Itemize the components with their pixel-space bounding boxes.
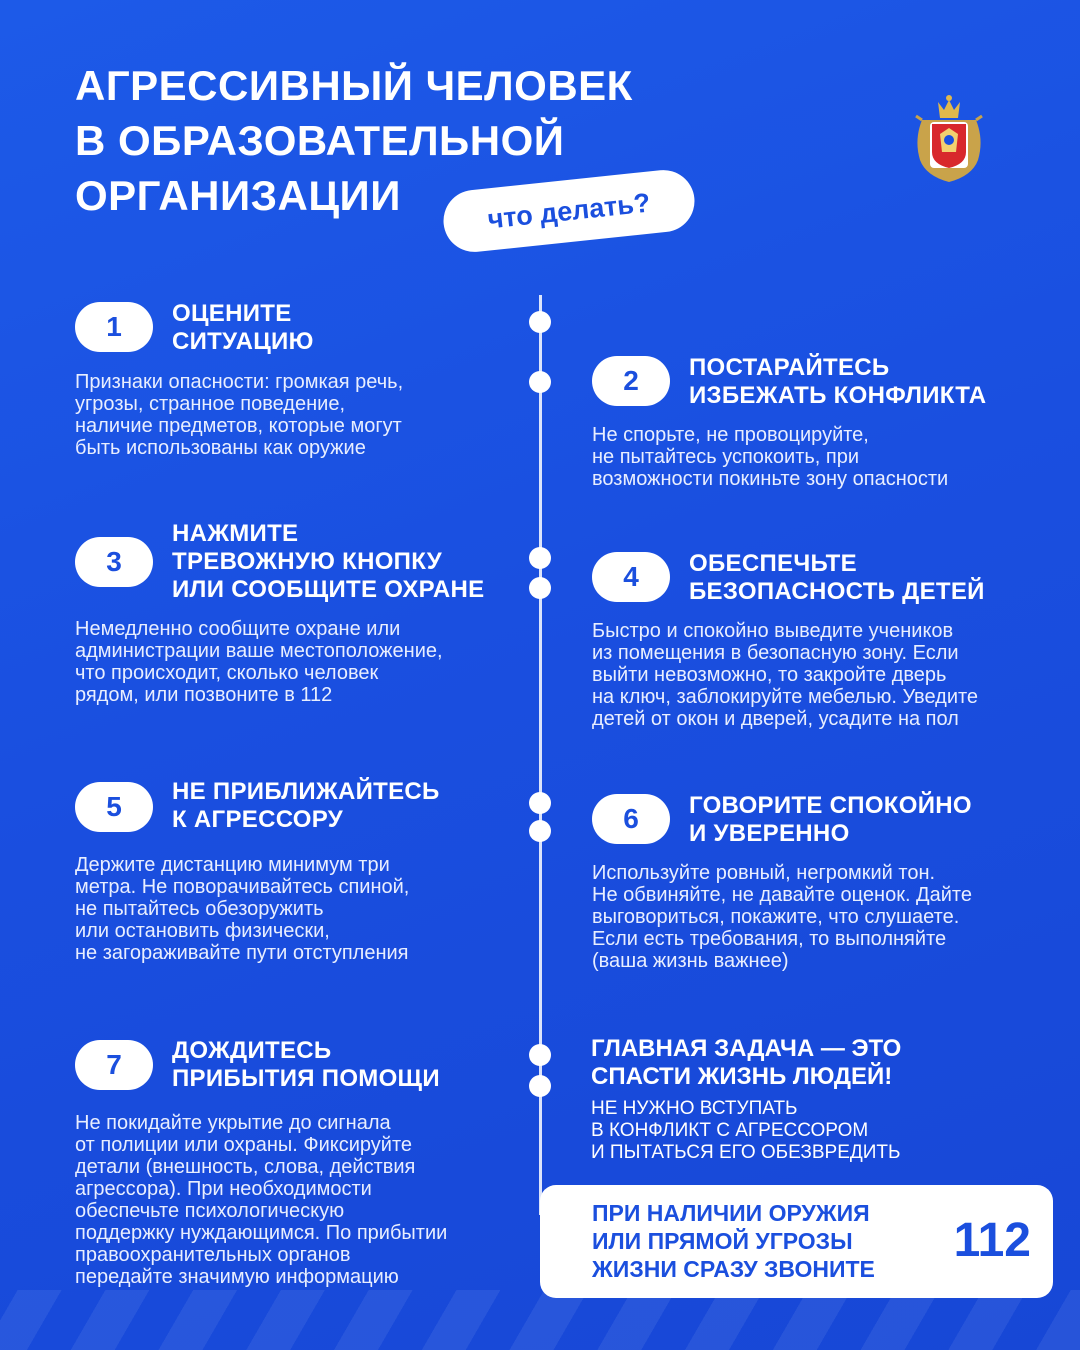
- step-title-line: ИЗБЕЖАТЬ КОНФЛИКТА: [689, 382, 987, 409]
- step-title-line: ОЦЕНИТЕ: [172, 300, 292, 327]
- main-task-text-line: В КОНФЛИКТ С АГРЕССОРОМ: [591, 1120, 869, 1141]
- emergency-number: 112: [953, 1214, 1031, 1267]
- step-title: [689, 792, 972, 848]
- main-task-title-line: ГЛАВНАЯ ЗАДАЧА — ЭТО: [591, 1035, 902, 1062]
- step-text-line: не пытайтесь обезоружить: [75, 898, 324, 920]
- step-title: [172, 1037, 440, 1093]
- title-line: ОРГАНИЗАЦИИ: [75, 172, 401, 219]
- step-text-line: Не спорьте, не провоцируйте,: [592, 424, 869, 446]
- step-text-line: возможности покиньте зону опасности: [592, 468, 949, 490]
- step-text-line: Не обвиняйте, не давайте оценок. Дайте: [592, 884, 972, 906]
- main-task-title-line: СПАСТИ ЖИЗНЬ ЛЮДЕЙ!: [591, 1063, 893, 1090]
- emergency-call-card: [540, 1185, 1053, 1298]
- step-text-line: или остановить физически,: [75, 920, 330, 942]
- step-title-line: НЕ ПРИБЛИЖАЙТЕСЬ: [172, 778, 440, 805]
- step-title: [172, 778, 440, 834]
- step-title-line: БЕЗОПАСНОСТЬ ДЕТЕЙ: [689, 578, 985, 605]
- step-number-badge: 5: [75, 782, 153, 832]
- step-text-line: быть использованы как оружие: [75, 437, 366, 459]
- step-title-line: ПОСТАРАЙТЕСЬ: [689, 354, 890, 381]
- step-text-line: Используйте ровный, негромкий тон.: [592, 862, 936, 884]
- step-text-line: наличие предметов, которые могут: [75, 415, 402, 437]
- step-text-line: что происходит, сколько человек: [75, 662, 379, 684]
- timeline-dot: [529, 371, 551, 393]
- step-text-line: (ваша жизнь важнее): [592, 950, 789, 972]
- coat-of-arms-icon: [912, 90, 986, 184]
- step-title-line: ТРЕВОЖНУЮ КНОПКУ: [172, 548, 443, 575]
- step-title: [689, 550, 985, 606]
- step-text-line: выговориться, покажите, что слушаете.: [592, 906, 960, 928]
- step-text-line: метра. Не поворачивайтесь спиной,: [75, 876, 410, 898]
- step-text: [592, 620, 1062, 730]
- main-task-text-line: НЕ НУЖНО ВСТУПАТЬ: [591, 1098, 798, 1119]
- subtitle-badge: что делать?: [440, 167, 697, 255]
- step-text-line: угрозы, странное поведение,: [75, 393, 345, 415]
- step-text-line: детали (внешность, слова, действия: [75, 1156, 416, 1178]
- timeline-dot: [529, 1075, 551, 1097]
- step-title-line: ИЛИ СООБЩИТЕ ОХРАНЕ: [172, 576, 485, 603]
- step-text-line: детей от окон и дверей, усадите на пол: [592, 708, 959, 730]
- step-title-line: ГОВОРИТЕ СПОКОЙНО: [689, 792, 972, 819]
- timeline-dot: [529, 547, 551, 569]
- step-text-line: Быстро и спокойно выведите учеников: [592, 620, 954, 642]
- step-title: [689, 354, 986, 410]
- step-text-line: от полиции или охраны. Фиксируйте: [75, 1134, 413, 1156]
- step-text: [75, 854, 525, 964]
- step-number-badge: 3: [75, 537, 153, 587]
- timeline-dot: [529, 820, 551, 842]
- step-text-line: Если есть требования, то выполняйте: [592, 928, 947, 950]
- step-text: [592, 424, 1042, 490]
- timeline-dot: [529, 311, 551, 333]
- step-text-line: правоохранительных органов: [75, 1244, 351, 1266]
- step-text: [75, 618, 525, 706]
- emergency-text-line: ИЛИ ПРЯМОЙ УГРОЗЫ: [592, 1228, 853, 1254]
- step-text-line: Признаки опасности: громкая речь,: [75, 371, 404, 393]
- step-text-line: обеспечьте психологическую: [75, 1200, 345, 1222]
- step-text-line: поддержку нуждающимся. По прибытии: [75, 1222, 448, 1244]
- main-task-text: [591, 1098, 901, 1164]
- step-text-line: передайте значимую информацию: [75, 1266, 399, 1288]
- step-title-line: ОБЕСПЕЧЬТЕ: [689, 550, 857, 577]
- step-text-line: из помещения в безопасную зону. Если: [592, 642, 959, 664]
- step-text: [75, 1112, 525, 1288]
- step-title-line: СИТУАЦИЮ: [172, 328, 314, 355]
- step-number-badge: 7: [75, 1040, 153, 1090]
- step-text-line: агрессора). При необходимости: [75, 1178, 372, 1200]
- step-text-line: Немедленно сообщите охране или: [75, 618, 401, 640]
- step-text-line: на ключ, заблокируйте мебелью. Уведите: [592, 686, 979, 708]
- step-title: [172, 300, 314, 356]
- step-number-badge: 6: [592, 794, 670, 844]
- step-title-line: И УВЕРЕННО: [689, 820, 850, 847]
- step-title-line: ПРИБЫТИЯ ПОМОЩИ: [172, 1065, 440, 1092]
- emergency-call-text: [592, 1199, 875, 1283]
- step-number-badge: 1: [75, 302, 153, 352]
- step-text-line: не пытайтесь успокоить, при: [592, 446, 860, 468]
- step-text-line: администрации ваше местоположение,: [75, 640, 443, 662]
- step-title-line: ДОЖДИТЕСЬ: [172, 1037, 332, 1064]
- emergency-text-line: ПРИ НАЛИЧИИ ОРУЖИЯ: [592, 1200, 870, 1226]
- main-task-text-line: И ПЫТАТЬСЯ ЕГО ОБЕЗВРЕДИТЬ: [591, 1142, 901, 1163]
- title-line: В ОБРАЗОВАТЕЛЬНОЙ: [75, 117, 565, 164]
- title-line: АГРЕССИВНЫЙ ЧЕЛОВЕК: [75, 62, 633, 109]
- step-text: [75, 371, 525, 459]
- main-task-title: [591, 1035, 901, 1091]
- step-title-line: НАЖМИТЕ: [172, 520, 299, 547]
- step-text-line: не загораживайте пути отступления: [75, 942, 409, 964]
- emergency-text-line: ЖИЗНИ СРАЗУ ЗВОНИТЕ: [592, 1256, 875, 1282]
- step-title-line: К АГРЕССОРУ: [172, 806, 343, 833]
- step-number-badge: 2: [592, 356, 670, 406]
- timeline-dot: [529, 1044, 551, 1066]
- step-title: [172, 520, 484, 604]
- step-text-line: Держите дистанцию минимум три: [75, 854, 390, 876]
- decorative-stripes: [0, 1290, 1080, 1350]
- step-text-line: Не покидайте укрытие до сигнала: [75, 1112, 391, 1134]
- step-text: [592, 862, 1052, 972]
- timeline-dot: [529, 792, 551, 814]
- step-text-line: выйти невозможно, то закройте дверь: [592, 664, 947, 686]
- step-text-line: рядом, или позвоните в 112: [75, 684, 333, 706]
- timeline-dot: [529, 577, 551, 599]
- step-number-badge: 4: [592, 552, 670, 602]
